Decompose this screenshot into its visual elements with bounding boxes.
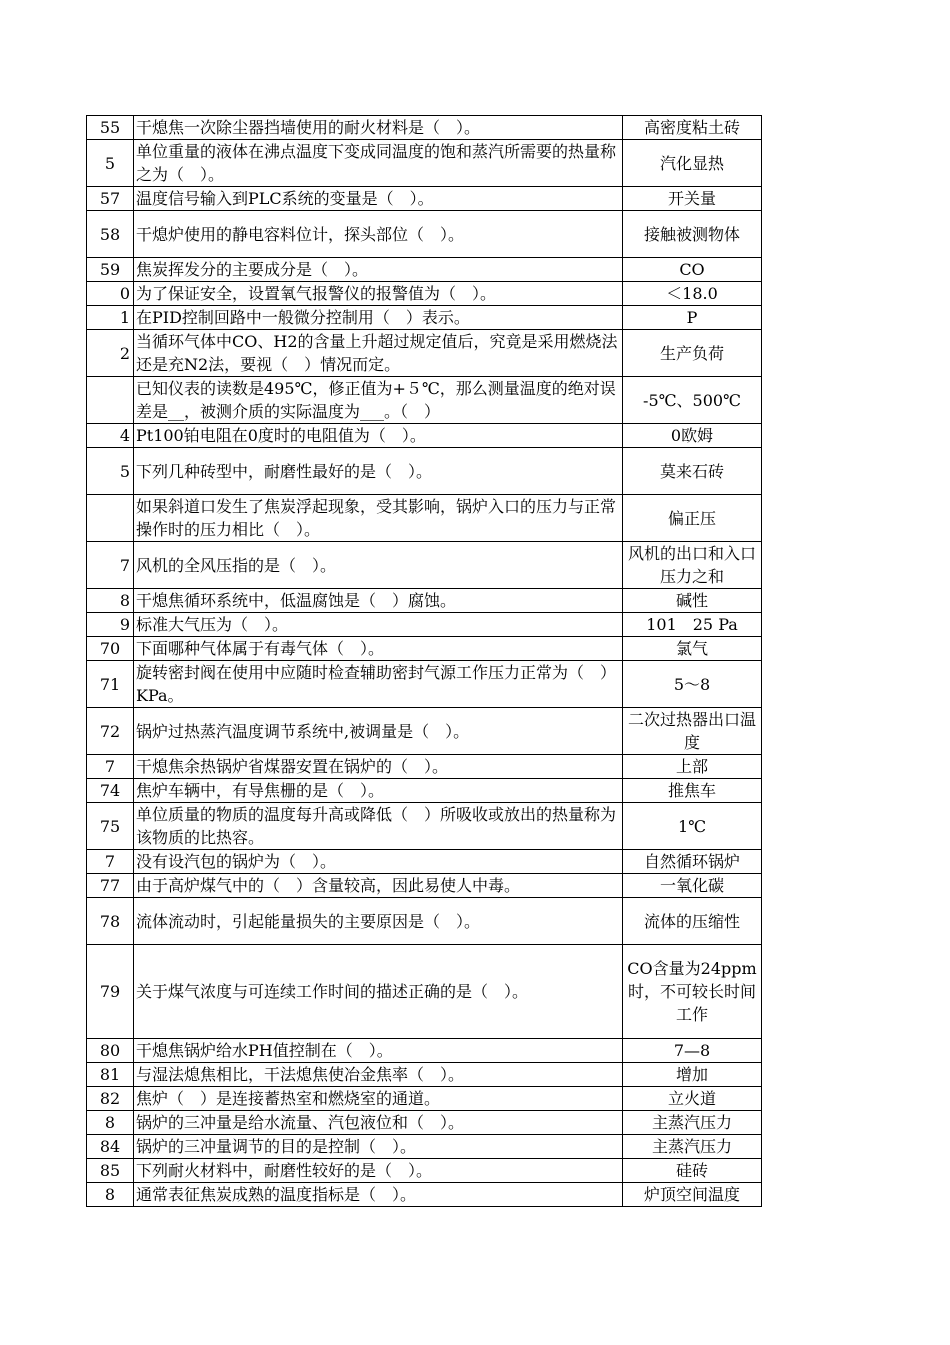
table-row	[87, 945, 762, 1039]
answer-text: 1℃	[623, 803, 762, 850]
question-number: 7	[87, 850, 134, 874]
table-row	[87, 377, 762, 424]
question-text: 干熄炉使用的静电容料位计，探头部位（ ）。	[134, 211, 623, 258]
question-text: 与湿法熄焦相比，干法熄焦使冶金焦率（ ）。	[134, 1063, 623, 1087]
table-row	[87, 661, 762, 708]
table-row	[87, 1183, 762, 1207]
question-number: 74	[87, 779, 134, 803]
answer-text: 二次过热器出口温度	[623, 708, 762, 755]
question-text: 标准大气压为（ ）。	[134, 613, 623, 637]
table-row	[87, 258, 762, 282]
question-number: 85	[87, 1159, 134, 1183]
answer-text: 增加	[623, 1063, 762, 1087]
question-text: 干熄焦循环系统中，低温腐蚀是（ ）腐蚀。	[134, 589, 623, 613]
question-text: 风机的全风压指的是（ ）。	[134, 542, 623, 589]
answer-text: 开关量	[623, 187, 762, 211]
answer-text: 炉顶空间温度	[623, 1183, 762, 1207]
question-text: Pt100铂电阻在0度时的电阻值为（ ）。	[134, 424, 623, 448]
answer-text: 5～8	[623, 661, 762, 708]
question-number: 58	[87, 211, 134, 258]
answer-text: 流体的压缩性	[623, 898, 762, 945]
table-row	[87, 1039, 762, 1063]
answer-text: CO	[623, 258, 762, 282]
question-number: 79	[87, 945, 134, 1039]
answer-text: 高密度粘土砖	[623, 116, 762, 140]
answer-text: -5℃、500℃	[623, 377, 762, 424]
question-text: 如果斜道口发生了焦炭浮起现象，受其影响，锅炉入口的压力与正常操作时的压力相比（ ）。	[134, 495, 623, 542]
question-number: 59	[87, 258, 134, 282]
question-text: 温度信号输入到PLC系统的变量是（ ）。	[134, 187, 623, 211]
question-number: 8	[87, 589, 134, 613]
table-row	[87, 1087, 762, 1111]
question-number: 9	[87, 613, 134, 637]
question-text: 干熄焦余热锅炉省煤器安置在锅炉的（ ）。	[134, 755, 623, 779]
question-number: 77	[87, 874, 134, 898]
question-number: 81	[87, 1063, 134, 1087]
table-row	[87, 424, 762, 448]
question-number	[87, 495, 134, 542]
question-text: 旋转密封阀在使用中应随时检查辅助密封气源工作压力正常为（ ）KPa。	[134, 661, 623, 708]
question-text: 为了保证安全，设置氧气报警仪的报警值为（ ）。	[134, 282, 623, 306]
question-text: 下列耐火材料中，耐磨性较好的是（ ）。	[134, 1159, 623, 1183]
question-number: 84	[87, 1135, 134, 1159]
table-row	[87, 708, 762, 755]
table-row	[87, 898, 762, 945]
table-row	[87, 850, 762, 874]
question-text: 下面哪种气体属于有毒气体（ ）。	[134, 637, 623, 661]
table-row	[87, 1063, 762, 1087]
question-text: 焦炉车辆中，有导焦栅的是（ ）。	[134, 779, 623, 803]
question-text: 通常表征焦炭成熟的温度指标是（ ）。	[134, 1183, 623, 1207]
answer-text: 汽化显热	[623, 140, 762, 187]
question-number: 5	[87, 140, 134, 187]
question-number: 78	[87, 898, 134, 945]
answer-text: 主蒸汽压力	[623, 1111, 762, 1135]
table-row	[87, 116, 762, 140]
table-row	[87, 637, 762, 661]
question-table	[86, 115, 762, 1207]
answer-text: 生产负荷	[623, 330, 762, 377]
question-text: 锅炉的三冲量是给水流量、汽包液位和（ ）。	[134, 1111, 623, 1135]
answer-text: 101 25 Pa	[623, 613, 762, 637]
table-row	[87, 187, 762, 211]
answer-text: 立火道	[623, 1087, 762, 1111]
table-row	[87, 282, 762, 306]
answer-text: 主蒸汽压力	[623, 1135, 762, 1159]
question-text: 流体流动时，引起能量损失的主要原因是（ ）。	[134, 898, 623, 945]
question-text: 单位质量的物质的温度每升高或降低（ ）所吸收或放出的热量称为该物质的比热容。	[134, 803, 623, 850]
question-number: 2	[87, 330, 134, 377]
question-text: 干熄焦一次除尘器挡墙使用的耐火材料是（ ）。	[134, 116, 623, 140]
table-row	[87, 589, 762, 613]
question-text: 已知仪表的读数是495℃，修正值为+５℃，那么测量温度的绝对误差是__，被测介质的实际温度为___。（ ）	[134, 377, 623, 424]
question-number: 71	[87, 661, 134, 708]
question-text: 干熄焦锅炉给水PH值控制在（ ）。	[134, 1039, 623, 1063]
table-row	[87, 495, 762, 542]
table-row	[87, 306, 762, 330]
question-text: 下列几种砖型中，耐磨性最好的是（ ）。	[134, 448, 623, 495]
question-number: 55	[87, 116, 134, 140]
question-number: 72	[87, 708, 134, 755]
table-row	[87, 1135, 762, 1159]
question-number: 4	[87, 424, 134, 448]
question-number: 0	[87, 282, 134, 306]
question-text: 单位重量的液体在沸点温度下变成同温度的饱和蒸汽所需要的热量称之为（ ）。	[134, 140, 623, 187]
question-number: 8	[87, 1111, 134, 1135]
question-number: 70	[87, 637, 134, 661]
question-number: 75	[87, 803, 134, 850]
question-number: 7	[87, 542, 134, 589]
question-text: 在PID控制回路中一般微分控制用（ ）表示。	[134, 306, 623, 330]
question-text: 由于高炉煤气中的（ ）含量较高，因此易使人中毒。	[134, 874, 623, 898]
table-row	[87, 779, 762, 803]
table-row	[87, 448, 762, 495]
question-number: 1	[87, 306, 134, 330]
answer-text: 氯气	[623, 637, 762, 661]
answer-text: 一氧化碳	[623, 874, 762, 898]
table-row	[87, 140, 762, 187]
answer-text: 0欧姆	[623, 424, 762, 448]
answer-text: P	[623, 306, 762, 330]
question-text: 焦炭挥发分的主要成分是（ ）。	[134, 258, 623, 282]
question-number: 8	[87, 1183, 134, 1207]
question-text: 当循环气体中CO、H2的含量上升超过规定值后，究竟是采用燃烧法还是充N2法，要视（ ）情况而定。	[134, 330, 623, 377]
answer-text: 硅砖	[623, 1159, 762, 1183]
question-number: 82	[87, 1087, 134, 1111]
answer-text: 碱性	[623, 589, 762, 613]
answer-text: CO含量为24ppm时，不可较长时间工作	[623, 945, 762, 1039]
answer-text: 莫来石砖	[623, 448, 762, 495]
answer-text: 偏正压	[623, 495, 762, 542]
table-row	[87, 1111, 762, 1135]
table-row	[87, 803, 762, 850]
table-row	[87, 330, 762, 377]
question-text: 锅炉过热蒸汽温度调节系统中,被调量是（ ）。	[134, 708, 623, 755]
question-number	[87, 377, 134, 424]
table-row	[87, 613, 762, 637]
answer-text: 推焦车	[623, 779, 762, 803]
question-number: 57	[87, 187, 134, 211]
answer-text: 自然循环锅炉	[623, 850, 762, 874]
question-number: 7	[87, 755, 134, 779]
question-number: 5	[87, 448, 134, 495]
answer-text: 风机的出口和入口压力之和	[623, 542, 762, 589]
question-text: 没有设汽包的锅炉为（ ）。	[134, 850, 623, 874]
answer-text: ＜18.0	[623, 282, 762, 306]
answer-text: 上部	[623, 755, 762, 779]
question-number: 80	[87, 1039, 134, 1063]
table-row	[87, 1159, 762, 1183]
question-text: 锅炉的三冲量调节的目的是控制（ ）。	[134, 1135, 623, 1159]
table-row	[87, 542, 762, 589]
table-row	[87, 755, 762, 779]
question-text: 焦炉（ ）是连接蓄热室和燃烧室的通道。	[134, 1087, 623, 1111]
question-text: 关于煤气浓度与可连续工作时间的描述正确的是（ ）。	[134, 945, 623, 1039]
question-table-body	[87, 116, 762, 1207]
table-row	[87, 211, 762, 258]
table-row	[87, 874, 762, 898]
answer-text: 接触被测物体	[623, 211, 762, 258]
answer-text: 7—8	[623, 1039, 762, 1063]
